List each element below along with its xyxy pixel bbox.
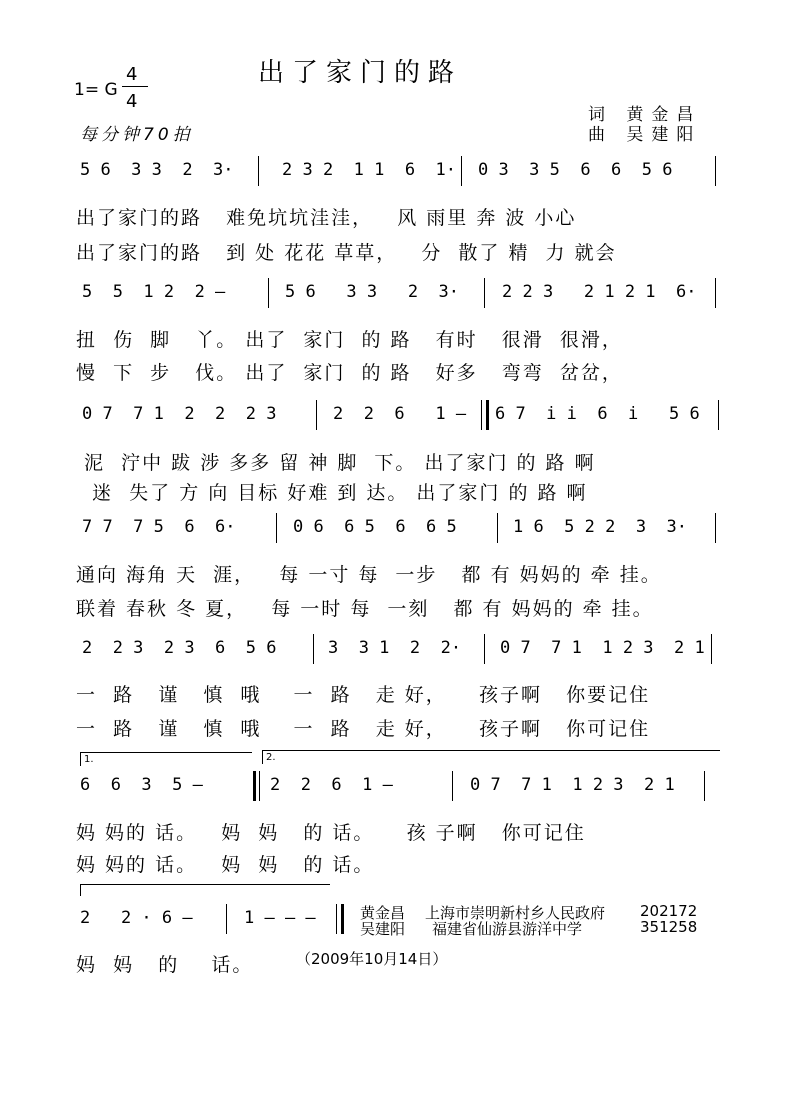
composition-date: （2009年10月14日） (296, 950, 448, 968)
lyrics-verse-2: 慢 下 步 伐。 出了 家门 的 路 好多 弯弯 岔岔， (76, 362, 623, 384)
measure: 7 7 7 5 6 6· (82, 517, 236, 537)
time-signature-divider (122, 86, 148, 87)
volta-bracket-1 (80, 752, 252, 753)
barline (484, 634, 485, 664)
barline (316, 400, 317, 430)
barline (461, 156, 462, 186)
barline (715, 156, 716, 186)
lyrics-verse-2: 一 路 谨 慎 哦 一 路 走 好， 孩子啊 你可记住 (76, 718, 651, 740)
measure: 1 6 5 2 2 3 3· (513, 517, 687, 537)
barline (268, 278, 269, 308)
measure: 2 2 · 6 – (80, 908, 193, 928)
contact-org: 福建省仙游县游洋中学 (432, 920, 583, 938)
measure: 5 5 1 2 2 – (82, 282, 226, 302)
measure: 0 3 3 5 6 6 5 6 (478, 160, 673, 180)
measure: 6 7 i i 6 i 5 6 (495, 404, 700, 424)
lyrics-verse-2: 迷 失了 方 向 目标 好难 到 达。 出了家门 的 路 啊 (76, 482, 588, 504)
lyrics-verse-2: 出了家门的路 到 处 花花 草草， 分 散了 精 力 就会 (76, 242, 617, 264)
song-title: 出了家门的路 (258, 58, 463, 88)
barline (497, 513, 498, 543)
measure: 0 6 6 5 6 6 5 (293, 517, 457, 537)
measure: 5 6 3 3 2 3· (285, 282, 459, 302)
barline (258, 156, 259, 186)
lyrics-verse-1: 一 路 谨 慎 哦 一 路 走 好， 孩子啊 你要记住 (76, 684, 651, 706)
time-signature-bottom: 4 (126, 91, 138, 112)
barline (718, 400, 719, 430)
repeat-barline (481, 400, 482, 430)
contact-name: 吴建阳 (360, 920, 406, 938)
lyrics-verse-2: 妈 妈的 话。 妈 妈 的 话。 (76, 854, 375, 876)
lyrics-verse-1: 出了家门的路 难免坑坑洼洼， 风 雨里 奔 波 小心 (76, 207, 577, 229)
volta-bracket-2 (262, 750, 720, 751)
lyrics-verse-1: 妈 妈的 话。 妈 妈 的 话。 孩 子啊 你可记住 (76, 822, 586, 844)
final-barline-thin (336, 904, 337, 934)
repeat-end-barline-thin (259, 771, 260, 801)
measure: 0 7 7 1 1 2 3 2 1 (500, 638, 705, 658)
measure: 6 6 3 5 – (80, 775, 203, 795)
measure: 1 – – – (244, 908, 316, 928)
contact-org: 上海市崇明新村乡人民政府 (425, 904, 606, 922)
barline (715, 278, 716, 308)
measure: 2 2 6 1 – (270, 775, 393, 795)
lyrics-verse-2: 联着 春秋 冬 夏， 每 一时 每 一刻 都 有 妈妈的 牵 挂。 (76, 598, 654, 620)
key-signature: 1= G (74, 80, 118, 100)
contact-name: 黄金昌 (360, 904, 406, 922)
composer-credit: 曲 吴建阳 (588, 125, 702, 145)
tempo-marking: 每分钟70拍 (80, 125, 194, 145)
lyrics-verse-1: 通向 海角 天 涯， 每 一寸 每 一步 都 有 妈妈的 牵 挂。 (76, 564, 662, 586)
volta-1-label: 1. (84, 754, 94, 765)
lyricist-credit: 词 黄金昌 (588, 105, 702, 125)
measure: 2 2 3 2 3 6 5 6 (82, 638, 277, 658)
measure: 2 2 6 1 – (333, 404, 467, 424)
volta-bracket-continuation (80, 884, 330, 885)
measure: 0 7 7 1 1 2 3 2 1 (470, 775, 675, 795)
repeat-barline-thick (486, 400, 489, 430)
barline (715, 513, 716, 543)
lyrics-verse-1: 扭 伤 脚 丫。 出了 家门 的 路 有时 很滑 很滑， (76, 329, 623, 351)
contact-zip: 202172 (640, 902, 698, 920)
lyrics-verse-1: 泥 泞中 跋 涉 多多 留 神 脚 下。 出了家门 的 路 啊 (76, 452, 596, 474)
measure: 2 3 2 1 1 6 1· (282, 160, 456, 180)
barline (484, 278, 485, 308)
measure: 3 3 1 2 2· (328, 638, 462, 658)
lyrics-verse-1: 妈 妈 的 话。 (76, 954, 254, 976)
volta-bracket-continuation-edge (80, 884, 81, 896)
measure: 2 2 3 2 1 2 1 6· (502, 282, 697, 302)
volta-2-label: 2. (266, 752, 276, 763)
repeat-end-barline (253, 771, 256, 801)
barline (704, 771, 705, 801)
barline (452, 771, 453, 801)
barline (711, 634, 712, 664)
contact-zip: 351258 (640, 918, 698, 936)
volta-bracket-1-edge (80, 752, 81, 766)
barline (226, 904, 227, 934)
measure: 5 6 3 3 2 3· (80, 160, 234, 180)
measure: 0 7 7 1 2 2 2 3 (82, 404, 277, 424)
barline (313, 634, 314, 664)
barline (276, 513, 277, 543)
volta-bracket-2-edge (262, 750, 263, 764)
final-barline-thick (341, 904, 344, 934)
time-signature-top: 4 (126, 64, 138, 85)
